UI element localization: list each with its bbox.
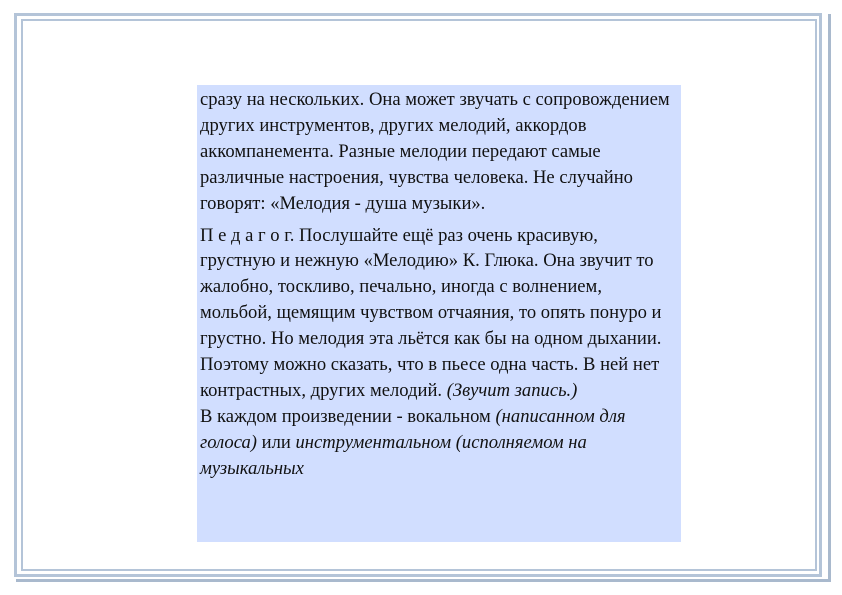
frame-shadow-right [828, 14, 831, 582]
paragraph-3-text-b: или [256, 431, 296, 453]
paragraph-1 [200, 87, 677, 217]
paragraph-2-stage-direction: (Звучит запись.) [446, 379, 578, 401]
frame-shadow-bottom [16, 579, 831, 582]
paragraph-2-text: П е д а г о г. Послушайте ещё раз очень красивую, грустную и нежную «Мелодию» К. Глюка. Она звучит то жалобно, тоскливо, печально, иногда с волнением, мольбой, щемящим чувством отчаяния, то опять понуро и грустно. Но мелодия эта льётся как бы на одном дыхании. Поэтому можно сказать, что в пьесе одна часть. В ней нет контрастных, других мелодий. [200, 224, 662, 401]
paragraph-3-text-a: В каждом произведении - вокальном [200, 405, 496, 427]
text-box [197, 85, 681, 542]
paragraph-1-text: сразу на нескольких. Она может звучать с сопровождением других инструментов, других мелодий, аккордов аккомпанемента. Разные мелодии передают самые различные настроения, чувства человека. Не случайно говорят: «Мелодия - душа музыки». [200, 89, 670, 214]
paragraph-2 [200, 223, 677, 404]
paragraph-3-italic-a: (написанном для голоса) [200, 405, 626, 453]
paragraph-3-italic-b: инструментальном (исполняемом на музыкальных [200, 431, 587, 479]
paragraph-3 [200, 404, 677, 482]
